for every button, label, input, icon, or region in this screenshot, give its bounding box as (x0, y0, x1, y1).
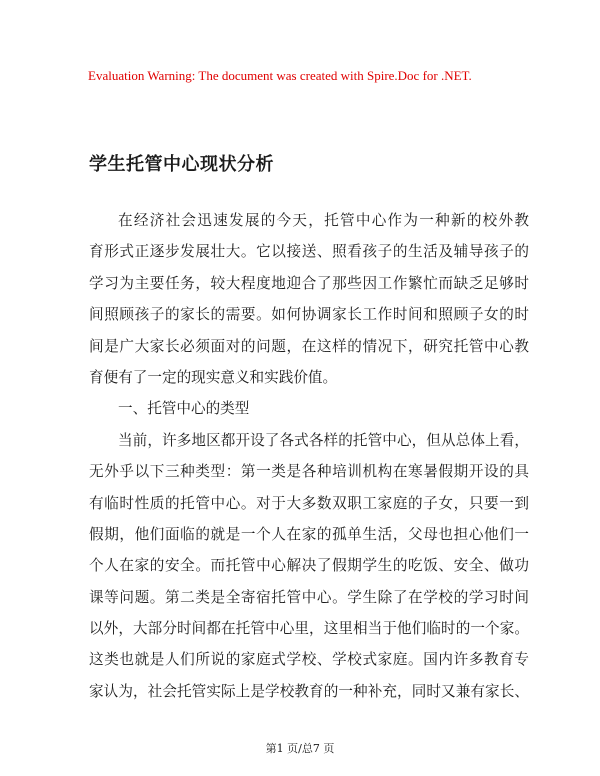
document-body (89, 205, 529, 707)
evaluation-warning: Evaluation Warning: The document was created with Spire.Doc for .NET. (88, 68, 472, 83)
document-title: 学生托管中心现状分析 (89, 154, 274, 175)
paragraph-line: 以外，大部分时间都在托管中心里，这里相当于他们临时的一个家。 (89, 620, 529, 638)
paragraph-line: 当前，许多地区都开设了各式各样的托管中心，但从总体上看， (118, 431, 529, 449)
page-number-footer: 第1 页/总7 页 (265, 742, 335, 755)
paragraph-line: 家认为，社会托管实际上是学校教育的一种补充，同时又兼有家长、 (89, 682, 529, 700)
paragraph-line: 育便有了一定的现实意义和实践价值。 (89, 368, 338, 386)
paragraph-line: 间照顾孩子的家长的需要。如何协调家长工作时间和照顾子女的时 (89, 306, 529, 324)
paragraph-line: 有临时性质的托管中心。对于大多数双职工家庭的子女，只要一到 (89, 494, 529, 512)
paragraph-line: 这类也就是人们所说的家庭式学校、学校式家庭。国内许多教育专 (89, 651, 529, 669)
paragraph-line: 无外乎以下三种类型：第一类是各种培训机构在寒暑假期开设的具 (89, 463, 529, 481)
paragraph-line: 在经济社会迅速发展的今天，托管中心作为一种新的校外教 (118, 212, 529, 229)
section-heading: 一、托管中心的类型 (118, 400, 250, 418)
paragraph-line: 个人在家的安全。而托管中心解决了假期学生的吃饭、安全、做功 (89, 557, 529, 575)
paragraph-line: 育形式正逐步发展壮大。它以接送、照看孩子的生活及辅导孩子的 (89, 243, 529, 261)
paragraph-line: 假期，他们面临的就是一个人在家的孤单生活，父母也担心他们一 (89, 525, 529, 543)
paragraph-line: 学习为主要任务，较大程度地迎合了那些因工作繁忙而缺乏足够时 (89, 274, 529, 292)
paragraph-line: 间是广大家长必须面对的问题，在这样的情况下，研究托管中心教 (89, 337, 529, 355)
paragraph-line: 课等问题。第二类是全寄宿托管中心。学生除了在学校的学习时间 (89, 588, 529, 606)
